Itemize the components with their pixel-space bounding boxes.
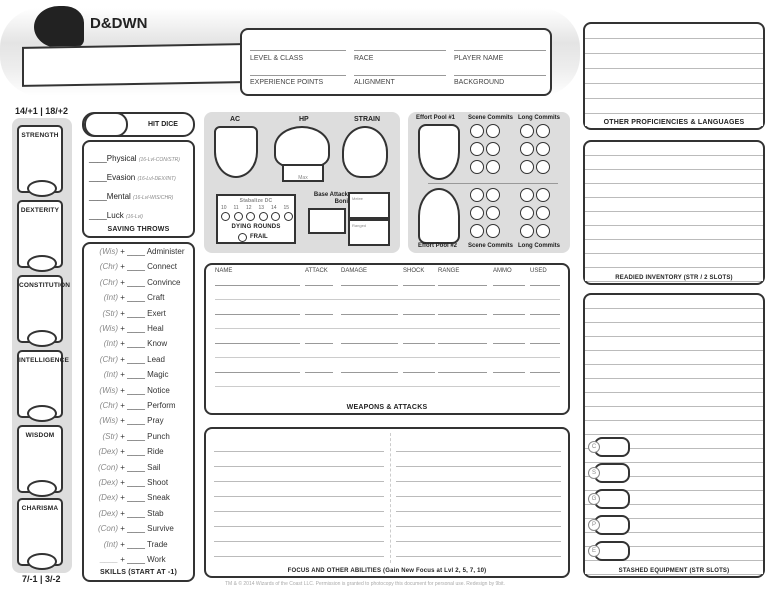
modifier-oval[interactable] xyxy=(27,330,57,347)
weapon-row-divider xyxy=(215,386,560,387)
weapon-field[interactable] xyxy=(215,343,300,344)
skill-name: Trade xyxy=(147,539,168,549)
skill-row-craft[interactable]: (Int) + ____ Craft xyxy=(88,293,164,302)
experience-label: EXPERIENCE POINTS xyxy=(250,79,324,86)
stashed-label: STASHED EQUIPMENT (STR SLOTS) xyxy=(585,568,763,574)
modifier-oval[interactable] xyxy=(27,180,57,197)
hit-dice-box[interactable] xyxy=(82,112,195,137)
commit-checkbox[interactable] xyxy=(520,142,534,156)
dragon-logo-icon xyxy=(34,6,84,48)
stat-strength[interactable]: STRENGTH xyxy=(17,125,63,193)
col-range: RANGE xyxy=(438,268,460,274)
skill-name: Survive xyxy=(147,524,174,534)
weapon-field[interactable] xyxy=(403,285,435,286)
commit-checkbox[interactable] xyxy=(536,142,550,156)
hp-heart[interactable] xyxy=(274,126,330,168)
skill-row-work[interactable]: ____ + ____ Work xyxy=(88,555,166,564)
footer-copyright: TM & © 2014 Wizards of the Coast LLC. Permission is granted to photocopy this document for personal use. Redesign by 9bit. xyxy=(225,581,505,587)
alignment-label: ALIGNMENT xyxy=(354,79,395,86)
weapon-field[interactable] xyxy=(438,372,487,373)
commit-checkbox[interactable] xyxy=(470,206,484,220)
skill-name: Craft xyxy=(147,293,165,303)
skill-attribute: (Chr) xyxy=(99,401,118,410)
commit-checkbox[interactable] xyxy=(470,224,484,238)
skill-name: Exert xyxy=(147,308,166,318)
skill-attribute: (Dex) xyxy=(98,478,118,487)
logo-text: D&DWN xyxy=(90,15,148,32)
readied-inventory-box[interactable] xyxy=(583,140,765,285)
character-info-box xyxy=(240,28,552,96)
skill-row-convince[interactable]: (Chr) + ____ Convince xyxy=(88,278,181,287)
attribute-bottom-note: 7/-1 | 3/-2 xyxy=(22,574,61,584)
weapon-field[interactable] xyxy=(493,285,525,286)
coin-g[interactable] xyxy=(588,489,630,509)
modifier-oval[interactable] xyxy=(27,405,57,422)
weapon-field[interactable] xyxy=(438,314,487,315)
stashed-equipment-box[interactable] xyxy=(583,293,765,578)
col-name: NAME xyxy=(215,268,233,274)
stat-intelligence[interactable]: INTELLIGENCE xyxy=(17,350,63,418)
skill-name: Administer xyxy=(146,247,185,256)
character-name-banner[interactable] xyxy=(22,43,242,87)
dc-value: 10 xyxy=(221,205,227,211)
skill-attribute: (Con) xyxy=(97,524,118,534)
focus-label: FOCUS AND OTHER ABILITIES (Gain New Focus at Lvl 2, 5, 7, 10) xyxy=(287,568,487,574)
hand-icon[interactable] xyxy=(418,124,460,180)
skill-row-perform[interactable]: (Chr) + ____ Perform xyxy=(88,401,176,410)
commit-checkbox[interactable] xyxy=(520,160,534,174)
weapon-field[interactable] xyxy=(341,343,398,344)
saving-throws-box xyxy=(82,140,195,238)
skill-row-magic[interactable]: (Int) + ____ Magic xyxy=(88,370,168,379)
skill-attribute: (Int) xyxy=(103,539,118,549)
skills-label: SKILLS (START AT -1) xyxy=(100,569,177,576)
weapon-row-divider xyxy=(215,299,560,300)
col-ammo: AMMO xyxy=(493,268,512,274)
skill-attribute: (Con) xyxy=(97,462,118,472)
weapon-field[interactable] xyxy=(305,372,333,373)
dying-round-checkbox[interactable] xyxy=(221,212,230,221)
skill-attribute: (Chr) xyxy=(99,354,118,364)
weapon-field[interactable] xyxy=(305,285,333,286)
save-evasion[interactable]: ____Evasion (16-Lvl-DEX/INT) xyxy=(89,173,176,182)
commit-checkbox[interactable] xyxy=(520,206,534,220)
saving-throws-label: SAVING THROWS xyxy=(107,226,170,233)
skill-attribute: (Wis) xyxy=(99,247,118,256)
skill-attribute: ____ xyxy=(100,555,118,564)
skill-name: Magic xyxy=(147,370,169,380)
weapon-field[interactable] xyxy=(305,343,333,344)
skill-row-lead[interactable]: (Chr) + ____ Lead xyxy=(88,355,165,364)
skill-row-pray[interactable]: (Wis) + ____ Pray xyxy=(88,416,164,425)
level-class-label: LEVEL & CLASS xyxy=(250,55,304,62)
weapon-field[interactable] xyxy=(341,285,398,286)
base-attack-box[interactable] xyxy=(308,208,346,234)
skill-attribute: (Int) xyxy=(103,293,118,303)
stat-dexterity[interactable]: DEXTERITY xyxy=(17,200,63,268)
save-physical[interactable]: ____Physical (16-Lvl-CON/STR) xyxy=(89,154,180,163)
skill-name: Work xyxy=(147,555,166,564)
save-luck[interactable]: ____Luck (16-Lvl) xyxy=(89,211,143,220)
skill-name: Know xyxy=(147,339,168,349)
dying-round-checkbox[interactable] xyxy=(284,212,293,221)
skill-name: Sneak xyxy=(147,493,170,503)
commit-checkbox[interactable] xyxy=(536,206,550,220)
skill-name: Pray xyxy=(147,416,164,426)
dc-value: 11 xyxy=(233,205,239,211)
skill-name: Punch xyxy=(147,431,170,441)
weapon-field[interactable] xyxy=(530,285,560,286)
dying-round-checkbox[interactable] xyxy=(259,212,268,221)
background-label: BACKGROUND xyxy=(454,79,505,86)
combat-panel xyxy=(204,112,400,253)
ranged-box[interactable]: Ranged xyxy=(348,219,390,246)
dc-value: 14 xyxy=(271,205,277,211)
skill-name: Convince xyxy=(147,277,181,287)
weapon-row-divider xyxy=(215,357,560,358)
skill-row-administer[interactable]: (Wis) + ____ Administer xyxy=(88,247,185,256)
scene-commits-label: Scene Commits xyxy=(468,115,514,121)
weapon-field[interactable] xyxy=(493,343,525,344)
dc-value: 15 xyxy=(283,205,290,211)
weapon-field[interactable] xyxy=(215,285,300,286)
effort-pool-1-label: Effort Pool #1 xyxy=(416,115,456,121)
commit-checkbox[interactable] xyxy=(486,224,500,238)
skill-row-know[interactable]: (Int) + ____ Know xyxy=(88,339,167,348)
skill-name: Lead xyxy=(147,354,165,364)
weapon-field[interactable] xyxy=(403,314,435,315)
skill-attribute: (Wis) xyxy=(99,416,118,426)
divider xyxy=(428,183,558,184)
proficiencies-label: OTHER PROFICIENCIES & LANGUAGES xyxy=(585,119,763,126)
skill-name: Heal xyxy=(147,324,164,333)
col-used: USED xyxy=(530,268,547,274)
skill-attribute: (Int) xyxy=(103,339,118,349)
weapon-field[interactable] xyxy=(215,314,300,315)
skill-name: Notice xyxy=(147,385,170,395)
focus-box[interactable] xyxy=(204,427,570,578)
commit-checkbox[interactable] xyxy=(486,142,500,156)
skill-row-sneak[interactable]: (Dex) + ____ Sneak xyxy=(88,493,170,502)
skill-attribute: (Chr) xyxy=(99,277,118,287)
dying-round-checkbox[interactable] xyxy=(234,212,243,221)
modifier-oval[interactable] xyxy=(27,255,57,272)
dc-value: 12 xyxy=(246,205,252,211)
commit-checkbox[interactable] xyxy=(470,188,484,202)
skill-attribute: (Dex) xyxy=(98,493,118,503)
modifier-oval[interactable] xyxy=(27,553,57,570)
save-mental[interactable]: ____Mental (16-Lvl-WIS/CHR) xyxy=(89,192,174,201)
skill-attribute: (Str) xyxy=(102,308,118,318)
skill-row-stab[interactable]: (Dex) + ____ Stab xyxy=(88,509,164,518)
skill-name: Shoot xyxy=(147,478,169,487)
skill-row-shoot[interactable]: (Dex) + ____ Shoot xyxy=(88,478,168,487)
frail-checkbox[interactable] xyxy=(238,233,247,242)
hp-label: HP xyxy=(299,116,309,123)
stat-wisdom[interactable]: WISDOM xyxy=(17,425,63,493)
skill-row-exert[interactable]: (Str) + ____ Exert xyxy=(88,309,166,318)
coin-tag: E xyxy=(588,545,600,557)
skill-name: Ride xyxy=(147,447,164,457)
commit-checkbox[interactable] xyxy=(470,142,484,156)
skill-row-punch[interactable]: (Str) + ____ Punch xyxy=(88,432,170,441)
skill-attribute: (Dex) xyxy=(98,508,118,518)
coin-tag: S xyxy=(588,467,600,479)
stat-constitution[interactable]: CONSTITUTION xyxy=(17,275,63,343)
commit-checkbox[interactable] xyxy=(536,160,550,174)
proficiencies-box[interactable] xyxy=(583,22,765,130)
effort-pool-2-label: Effort Pool #2 xyxy=(418,243,458,249)
skill-name: Connect xyxy=(147,262,177,272)
strain-label: STRAIN xyxy=(354,116,381,123)
weapon-field[interactable] xyxy=(530,314,560,315)
weapon-field[interactable] xyxy=(493,314,525,315)
base-attack-label: Base Attack Boni xyxy=(313,192,348,205)
focus-lines-right xyxy=(396,437,561,559)
skill-row-survive[interactable]: (Con) + ____ Survive xyxy=(88,524,174,533)
coin-c[interactable] xyxy=(588,437,630,457)
commit-checkbox[interactable] xyxy=(520,124,534,138)
dying-box: Stabalize DC 10 11 12 13 14 15 DYING ROUNDS FRAIL xyxy=(216,194,296,244)
skill-row-notice[interactable]: (Wis) + ____ Notice xyxy=(88,386,170,395)
ac-label: AC xyxy=(230,116,241,123)
race-label: RACE xyxy=(354,55,374,62)
weapon-field[interactable] xyxy=(530,372,560,373)
skill-attribute: (Str) xyxy=(102,431,118,441)
weapon-row-divider xyxy=(215,328,560,329)
hit-dice-label: HIT DICE xyxy=(148,121,178,128)
stat-charisma[interactable]: CHARISMA xyxy=(17,498,63,566)
melee-box[interactable]: Melee xyxy=(348,192,390,219)
commit-checkbox[interactable] xyxy=(486,124,500,138)
coin-tag: G xyxy=(588,493,600,505)
skill-attribute: (Int) xyxy=(103,370,118,380)
weapon-field[interactable] xyxy=(403,343,435,344)
coin-e[interactable] xyxy=(588,541,630,561)
skill-attribute: (Wis) xyxy=(99,385,118,395)
commit-checkbox[interactable] xyxy=(536,188,550,202)
weapon-field[interactable] xyxy=(438,343,487,344)
weapon-field[interactable] xyxy=(493,372,525,373)
col-damage: DAMAGE xyxy=(341,268,368,274)
commit-checkbox[interactable] xyxy=(470,160,484,174)
long-commits-label: Long Commits xyxy=(518,115,560,121)
skill-name: Sail xyxy=(147,462,161,472)
weapon-field[interactable] xyxy=(530,343,560,344)
skill-name: Perform xyxy=(147,401,176,410)
commit-checkbox[interactable] xyxy=(470,124,484,138)
effort-panel xyxy=(408,112,570,253)
col-attack: ATTACK xyxy=(305,268,328,274)
skill-name: Stab xyxy=(147,508,164,518)
long-commits-label: Long Commits xyxy=(518,243,560,249)
modifier-oval[interactable] xyxy=(27,480,57,497)
skill-attribute: (Dex) xyxy=(98,447,118,457)
weapons-label: WEAPONS & ATTACKS xyxy=(346,404,428,411)
skill-attribute: (Wis) xyxy=(99,324,118,333)
readied-label: READIED INVENTORY (STR / 2 SLOTS) xyxy=(585,275,763,281)
dying-round-checkbox[interactable] xyxy=(246,212,255,221)
skill-attribute: (Chr) xyxy=(99,262,118,272)
strain-skull[interactable] xyxy=(342,126,388,178)
weapon-field[interactable] xyxy=(341,314,398,315)
hit-dice-input[interactable] xyxy=(84,112,128,137)
player-name-label: PLAYER NAME xyxy=(454,55,504,62)
commit-checkbox[interactable] xyxy=(486,206,500,220)
coin-tag: P xyxy=(588,519,600,531)
commit-checkbox[interactable] xyxy=(486,160,500,174)
coin-s[interactable] xyxy=(588,463,630,483)
coin-tag: C xyxy=(588,441,600,453)
col-shock: SHOCK xyxy=(403,268,425,274)
commit-checkbox[interactable] xyxy=(486,188,500,202)
divider xyxy=(390,433,391,563)
weapon-field[interactable] xyxy=(403,372,435,373)
hp-max-box[interactable]: Max xyxy=(282,164,324,182)
focus-lines-left xyxy=(214,437,384,559)
coin-p[interactable] xyxy=(588,515,630,535)
attribute-top-note: 14/+1 | 18/+2 xyxy=(15,106,69,116)
skill-row-connect[interactable]: (Chr) + ____ Connect xyxy=(88,262,177,271)
scene-commits-label: Scene Commits xyxy=(468,243,514,249)
weapon-field[interactable] xyxy=(305,314,333,315)
dc-value: 13 xyxy=(258,205,265,211)
dying-round-checkbox[interactable] xyxy=(271,212,280,221)
weapon-field[interactable] xyxy=(438,285,487,286)
skill-row-heal[interactable]: (Wis) + ____ Heal xyxy=(88,324,164,333)
commit-checkbox[interactable] xyxy=(520,224,534,238)
weapon-field[interactable] xyxy=(215,372,300,373)
commit-checkbox[interactable] xyxy=(520,188,534,202)
weapon-field[interactable] xyxy=(341,372,398,373)
commit-checkbox[interactable] xyxy=(536,124,550,138)
hand-icon[interactable] xyxy=(418,188,460,244)
skill-row-sail[interactable]: (Con) + ____ Sail xyxy=(88,463,160,472)
ac-shield[interactable] xyxy=(214,126,258,178)
skill-row-trade[interactable]: (Int) + ____ Trade xyxy=(88,540,168,549)
commit-checkbox[interactable] xyxy=(536,224,550,238)
skill-row-ride[interactable]: (Dex) + ____ Ride xyxy=(88,447,164,456)
